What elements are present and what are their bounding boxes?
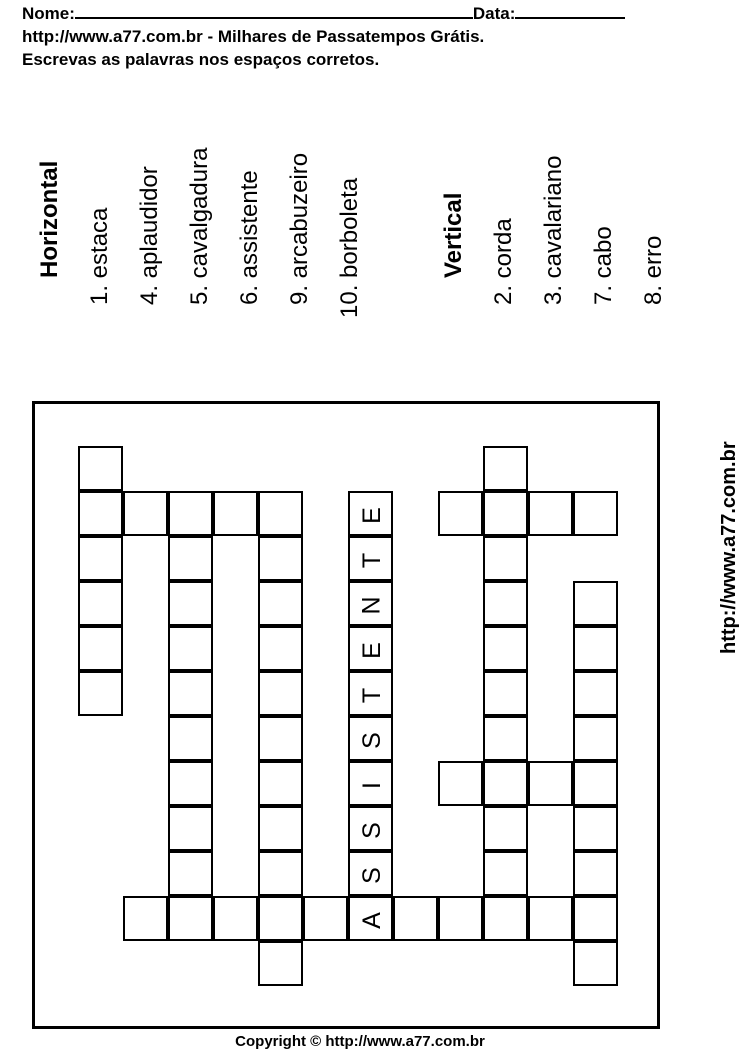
crossword-cell[interactable] [168,581,213,626]
cell-letter: E [358,507,386,524]
vertical-clue-3: 3. cavalariano [540,155,567,305]
crossword-cell[interactable] [573,761,618,806]
crossword-cell[interactable] [168,806,213,851]
horizontal-title: Horizontal [36,160,63,278]
crossword-cell-filled[interactable] [348,536,393,581]
crossword-cell[interactable] [168,761,213,806]
crossword-cell[interactable] [438,896,483,941]
crossword-cell-filled[interactable] [348,806,393,851]
side-url: http://www.a77.com.br [718,441,740,654]
horizontal-clue-4: 4. aplaudidor [136,166,163,305]
crossword-cell[interactable] [393,896,438,941]
horizontal-clue-9: 9. arcabuzeiro [286,152,313,305]
crossword-cell[interactable] [483,491,528,536]
name-label: Nome: [22,4,75,23]
cell-letter: T [358,687,386,704]
crossword-cell-filled[interactable] [348,626,393,671]
crossword-cell[interactable] [573,896,618,941]
crossword-cell[interactable] [573,806,618,851]
site-line: http://www.a77.com.br - Milhares de Passatempos Grátis. [22,27,485,46]
horizontal-clue-6: 6. assistente [236,170,263,305]
cell-letter: A [358,912,386,929]
date-label: Data: [472,4,516,23]
crossword-cell[interactable] [573,941,618,986]
crossword-cell[interactable] [168,671,213,716]
crossword-cell[interactable] [483,536,528,581]
crossword-cell[interactable] [573,851,618,896]
crossword-cell-filled[interactable] [348,581,393,626]
crossword-cell[interactable] [528,896,573,941]
cell-letter: N [358,596,386,615]
crossword-cell[interactable] [258,941,303,986]
crossword-cell[interactable] [438,491,483,536]
crossword-cell[interactable] [78,491,123,536]
crossword-cell[interactable] [213,491,258,536]
crossword-cell[interactable] [258,896,303,941]
crossword-cell[interactable] [168,626,213,671]
crossword-cell[interactable] [528,761,573,806]
vertical-title: Vertical [440,192,467,278]
crossword-cell[interactable] [168,716,213,761]
instructions: Escrevas as palavras nos espaços corretos. [22,50,380,69]
crossword-cell[interactable] [483,671,528,716]
cell-letter: I [357,782,386,789]
vertical-clue-2: 2. corda [490,218,517,305]
crossword-cell[interactable] [573,491,618,536]
horizontal-clue-10: 10. borboleta [336,177,363,318]
crossword-cell[interactable] [483,581,528,626]
crossword-cell[interactable] [528,491,573,536]
horizontal-clue-1: 1. estaca [86,207,113,305]
crossword-cell[interactable] [78,536,123,581]
crossword-cell-filled[interactable] [348,491,393,536]
crossword-cell[interactable] [258,806,303,851]
crossword-cell[interactable] [438,761,483,806]
crossword-cell[interactable] [258,671,303,716]
copyright: Copyright © http://www.a77.com.br [235,1033,485,1050]
crossword-cell[interactable] [258,716,303,761]
crossword-cell[interactable] [573,626,618,671]
crossword-cell-filled[interactable] [348,896,393,941]
header-name-date-line [22,3,625,24]
crossword-cell[interactable] [483,626,528,671]
crossword-cell[interactable] [573,581,618,626]
crossword-cell[interactable] [168,896,213,941]
crossword-cell[interactable] [483,806,528,851]
crossword-cell-filled[interactable] [348,761,393,806]
crossword-cell[interactable] [483,446,528,491]
crossword-cell[interactable] [573,671,618,716]
cell-letter: S [358,732,386,749]
date-field-line[interactable] [515,3,625,19]
crossword-cell[interactable] [123,896,168,941]
crossword-cell[interactable] [78,446,123,491]
crossword-cell[interactable] [483,716,528,761]
crossword-cell[interactable] [573,716,618,761]
crossword-cell[interactable] [78,671,123,716]
crossword-cell[interactable] [123,491,168,536]
crossword-cell[interactable] [303,896,348,941]
horizontal-clue-5: 5. cavalgadura [186,147,213,305]
crossword-cell[interactable] [258,851,303,896]
cell-letter: E [358,642,386,659]
crossword-cell[interactable] [168,851,213,896]
crossword-cell[interactable] [78,581,123,626]
cell-letter: S [358,822,386,839]
crossword-cell[interactable] [78,626,123,671]
crossword-cell[interactable] [168,536,213,581]
crossword-cell[interactable] [258,581,303,626]
crossword-cell[interactable] [258,536,303,581]
crossword-cell[interactable] [213,896,258,941]
crossword-cell[interactable] [168,491,213,536]
crossword-cell-filled[interactable] [348,716,393,761]
cell-letter: T [358,552,386,569]
name-field-line[interactable] [75,3,473,19]
crossword-cell[interactable] [483,896,528,941]
vertical-clue-8: 8. erro [640,235,667,305]
crossword-cell[interactable] [258,626,303,671]
crossword-cell-filled[interactable] [348,671,393,716]
crossword-cell[interactable] [483,761,528,806]
vertical-clue-7: 7. cabo [590,226,617,305]
crossword-cell[interactable] [258,491,303,536]
crossword-cell[interactable] [258,761,303,806]
cell-letter: S [358,867,386,884]
crossword-cell-filled[interactable] [348,851,393,896]
crossword-cell[interactable] [483,851,528,896]
